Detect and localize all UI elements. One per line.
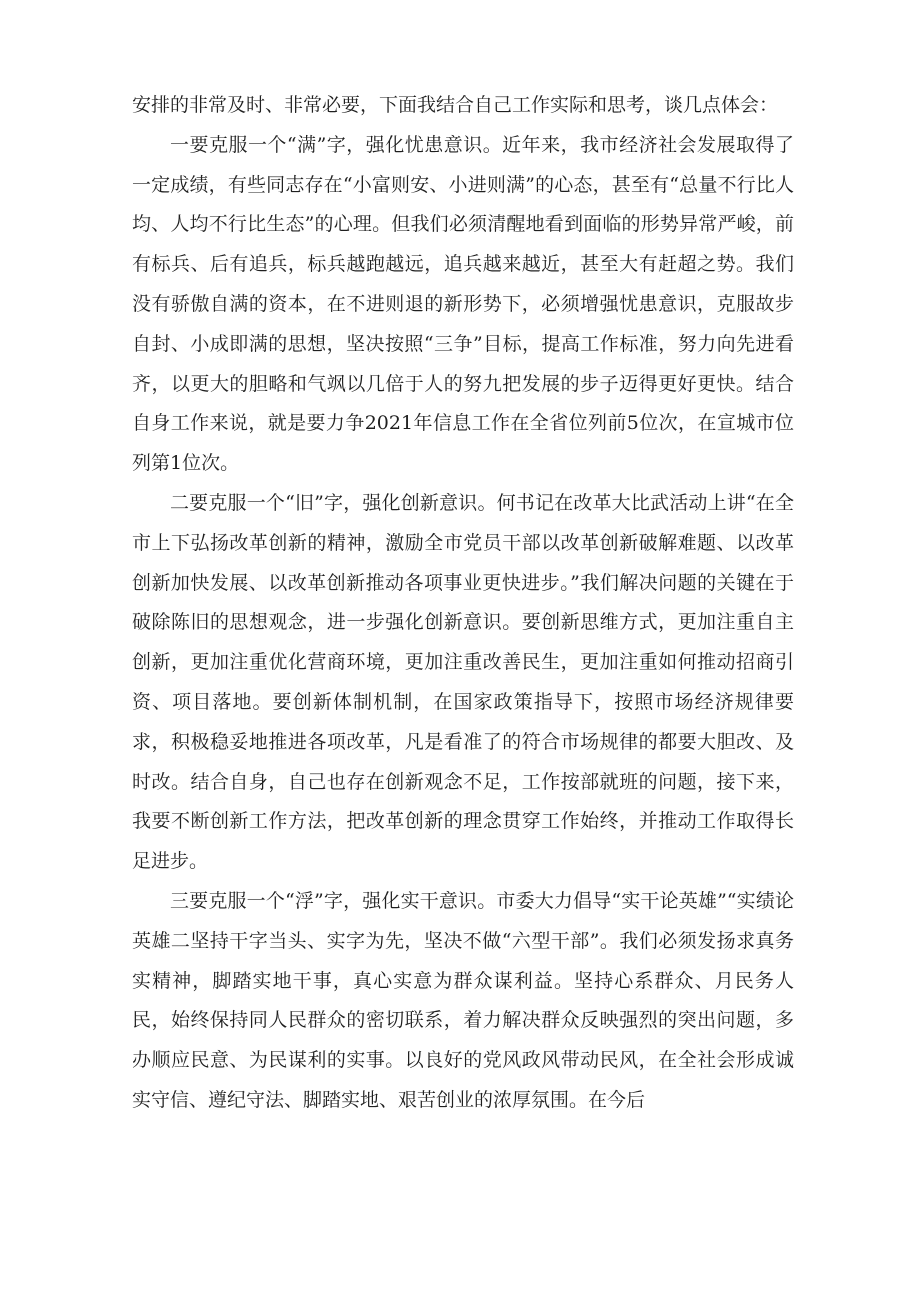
- paragraph-overcome-complacency: 一要克服一个“满”字，强化忧患意识。近年来，我市经济社会发展取得了一定成绩，有些同志存在“小富则安、小进则满”的心态，甚至有“总量不行比人均、人均不行比生态”的心理。但我们必须清醒地看到面临的形势异常严峻，前有标兵、后有追兵，标兵越跑越远，追兵越来越近，甚至大有赶超之势。我们没有骄傲自满的资本，在不进则退的新形势下，必须增强忧患意识，克服故步自封、小成即满的思想，坚决按照“三争”目标，提高工作标准，努力向先进看齐，以更大的胆略和气飒以几倍于人的努九把发展的步子迈得更好更快。结合自身工作来说，就是要力争2021年信息工作在全省位列前5位次，在宣城市位列第1位次。: [132, 133, 794, 475]
- paragraph-continuation: 安排的非常及时、非常必要，下面我结合自己工作实际和思考，谈几点体会：: [132, 94, 779, 116]
- document-page: [132, 86, 794, 1121]
- paragraph-overcome-old-thinking: 二要克服一个“旧”字，强化创新意识。何书记在改革大比武活动上讲“在全市上下弘扬改革创新的精神，激励全市党员干部以改革创新破解难题、以改革创新加快发展、以改革创新推动各项事业更快进步。”我们解决问题的关键在于破除陈旧的思想观念，进一步强化创新意识。要创新思维方式，更加注重自主创新，更加注重优化营商环境，更加注重改善民生，更加注重如何推动招商引资、项目落地。要创新体制机制，在国家政策指导下，按照市场经济规律要求，积极稳妥地推进各项改革，凡是看准了的符合市场规律的都要大胆改、及时改。结合自身，自己也存在创新观念不足，工作按部就班的问题，接下来，我要不断创新工作方法，把改革创新的理念贯穿工作始终，并推动工作取得长足进步。: [132, 491, 794, 873]
- paragraph-overcome-superficiality: 三要克服一个“浮”字，强化实干意识。市委大力倡导“实干论英雄”“实绩论英雄二坚持干字当头、实字为先，坚决不做“六型干部”。我们必须发扬求真务实精神，脚踏实地干事，真心实意为群众谋利益。坚持心系群众、月民务人民，始终保持同人民群众的密切联系，着力解决群众反映强烈的突出问题，多办顺应民意、为民谋利的实事。以良好的党风政风带动民风，在全社会形成诚实守信、遵纪守法、脚踏实地、艰苦创业的浓厚氛围。在今后: [132, 889, 794, 1111]
